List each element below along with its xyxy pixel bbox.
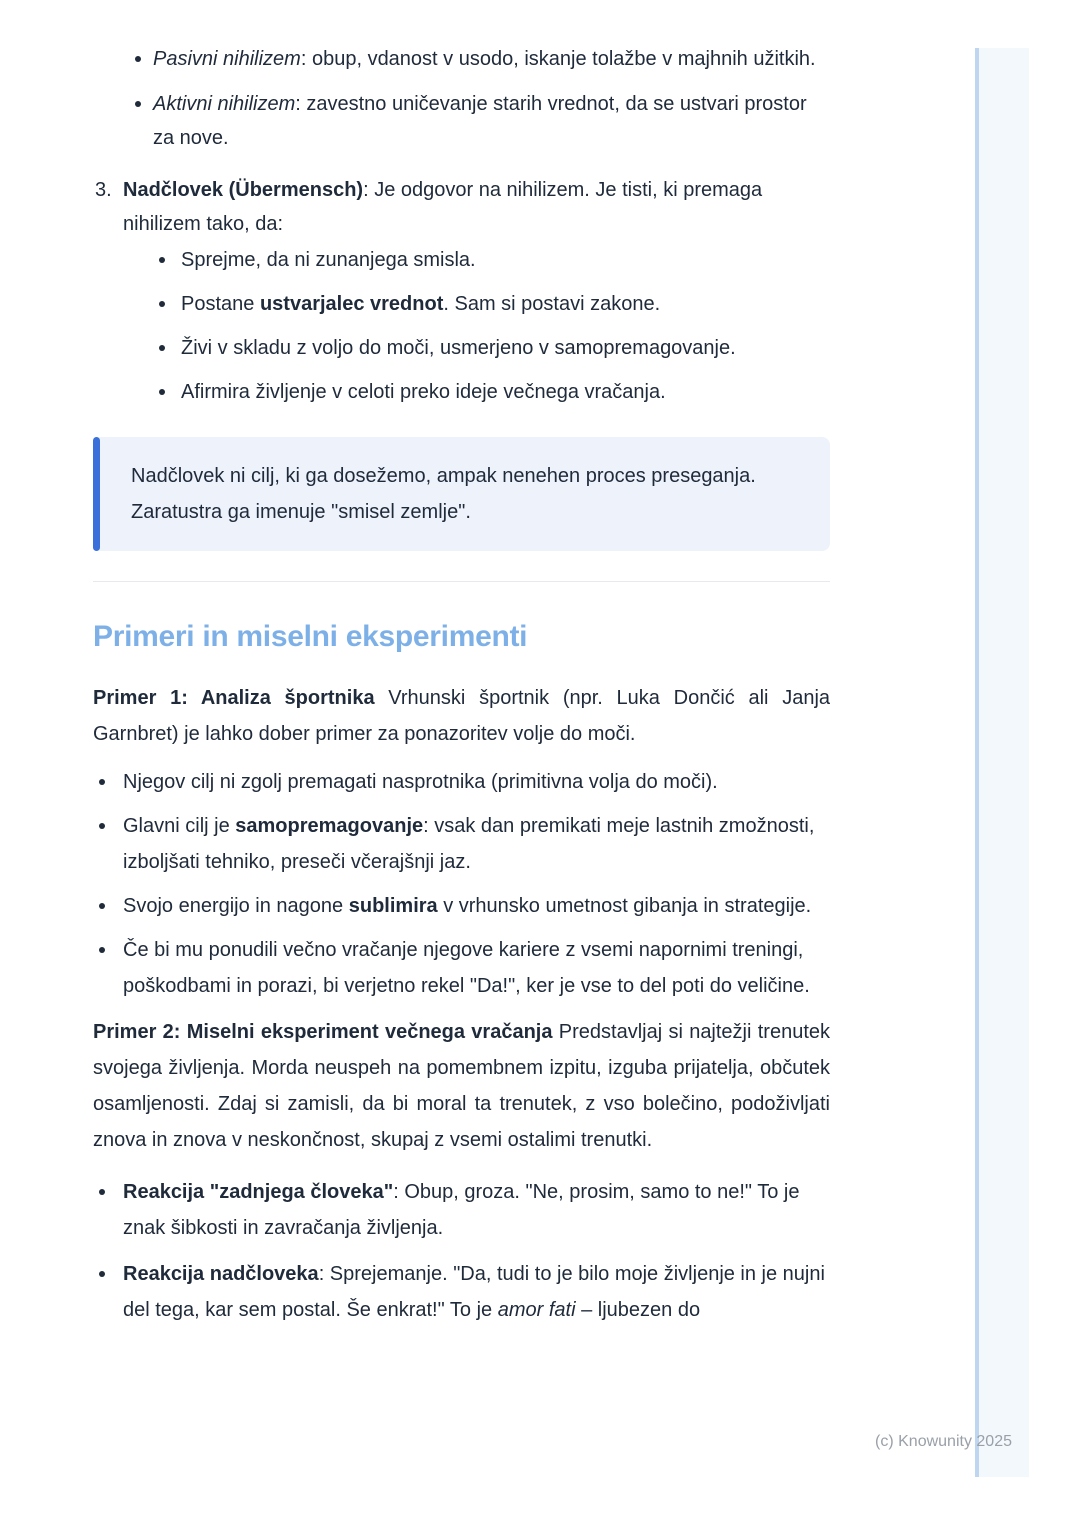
list-item	[93, 808, 830, 880]
callout-note	[93, 437, 830, 551]
list-item-text-after: : vsak dan premikati meje lastnih zmožnosti, izboljšati tehniko, preseči včerajšnji jaz.	[123, 815, 815, 873]
list-item-lead-italic: Aktivni nihilizem	[153, 93, 296, 115]
list-item-text: Svojo energijo in nagone	[123, 895, 349, 917]
document-content	[93, 42, 830, 1338]
list-item-text: : zavestno uničevanje starih vrednot, da se ustvari prostor za nove.	[153, 93, 807, 149]
primer1-point-list	[93, 764, 830, 1004]
list-item-text-after: v vrhunsko umetnost gibanja in strategije.	[437, 895, 812, 917]
reaction-point-list	[93, 1174, 830, 1328]
list-item-text: Sprejme, da ni zunanjega smisla.	[181, 249, 476, 271]
list-item	[93, 42, 830, 76]
list-item	[93, 1174, 830, 1246]
list-item-lead-italic: Pasivni nihilizem	[153, 48, 301, 70]
list-item-bold: ustvarjalec vrednot	[259, 293, 444, 315]
list-item-text: Če bi mu ponudili večno vračanje njegove kariere z vsemi napornimi treningi, poškodbami in porazi, bi verjetno rekel "Da!", ker je vse to del poti do veličine.	[123, 939, 810, 997]
nihilism-type-list	[93, 42, 830, 155]
item-number: 3.	[95, 179, 112, 201]
list-item-bold: Reakcija nadčloveka	[123, 1263, 319, 1285]
primer1-paragraph	[93, 680, 830, 752]
list-item-bold: sublimira	[348, 895, 438, 917]
item-lead-bold: Nadčlovek (Übermensch)	[123, 179, 364, 201]
list-item-text-after: – ljubezen do	[575, 1299, 701, 1321]
list-item	[93, 764, 830, 800]
section-heading: Primeri in miselni eksperimenti	[93, 620, 528, 653]
primer2-text: Predstavljaj si najtežji trenutek svojega življenja. Morda neuspeh na pomembnem izpitu, izguba prijatelja, občutek osamljenosti. Zdaj si zamisli, da bi moral ta trenutek, z vso bolečino, podoživljati znova in znova v neskončnost, skupaj z vsemi ostalimi trenutki.	[93, 1021, 831, 1151]
list-item	[93, 888, 830, 924]
list-item	[93, 375, 830, 409]
list-item	[93, 932, 830, 1004]
primer1-text: Vrhunski športnik (npr. Luka Dončić ali Janja Garnbret) je lahko dober primer za ponazoritev volje do moči.	[93, 687, 831, 745]
list-item-text: : Sprejemanje. "Da, tudi to je bilo moje življenje in je nujni del tega, kar sem postal. Še enkrat!" To je	[123, 1263, 825, 1321]
list-item-italic: amor fati	[497, 1299, 576, 1321]
list-item	[93, 287, 830, 321]
list-item	[93, 87, 830, 155]
numbered-item-ubermensch	[93, 173, 830, 241]
list-item	[93, 1256, 830, 1328]
list-item	[93, 243, 830, 277]
list-item-text: Njegov cilj ni zgolj premagati nasprotnika (primitivna volja do moči).	[123, 771, 718, 793]
item-text: : Je odgovor na nihilizem. Je tisti, ki premaga nihilizem tako, da:	[123, 179, 763, 235]
list-item-bold: Reakcija "zadnjega človeka"	[123, 1181, 394, 1203]
primer2-lead-bold: Primer 2: Miselni eksperiment večnega vračanja	[93, 1021, 553, 1043]
list-item-text: Živi v skladu z voljo do moči, usmerjeno v samopremagovanje.	[181, 337, 736, 359]
watermark: (c) Knowunity 2025	[875, 1433, 1012, 1450]
page-edge-strip	[975, 48, 1029, 1477]
section-divider	[93, 581, 830, 582]
list-item	[93, 331, 830, 365]
primer2-paragraph	[93, 1014, 830, 1158]
list-item-text-after: . Sam si postavi zakone.	[443, 293, 661, 315]
list-item-text: : obup, vdanost v usodo, iskanje tolažbe v majhnih užitkih.	[300, 48, 816, 70]
list-item-text: Glavni cilj je	[123, 815, 236, 837]
callout-text: Nadčlovek ni cilj, ki ga dosežemo, ampak nenehen proces preseganja. Zaratustra ga imenuje "smisel zemlje".	[131, 465, 756, 523]
list-item-text: Afirmira življenje v celoti preko ideje večnega vračanja.	[181, 381, 666, 403]
ubermensch-point-list	[93, 243, 830, 409]
list-item-text: : Obup, groza. "Ne, prosim, samo to ne!" To je znak šibkosti in zavračanja življenja.	[123, 1181, 800, 1239]
list-item-bold: samopremagovanje	[235, 815, 424, 837]
primer1-lead-bold: Primer 1: Analiza športnika	[93, 687, 375, 709]
list-item-text: Postane	[181, 293, 260, 315]
